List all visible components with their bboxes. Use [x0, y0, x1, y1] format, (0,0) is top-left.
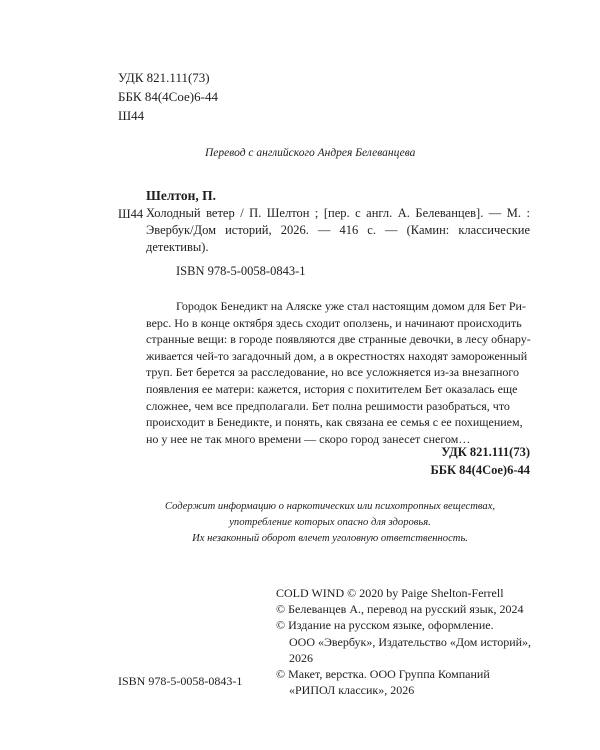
udk-code: УДК 821.111(73) — [118, 70, 210, 85]
copyright-line: © Издание на русском языке, оформление. — [276, 618, 494, 633]
udk-code-bottom: УДК 821.111(73) — [441, 445, 530, 459]
classification-codes-bottom — [430, 443, 530, 479]
classification-codes — [118, 68, 218, 125]
bib-isbn: ISBN 978-5-0058-0843-1 — [176, 264, 306, 278]
copyright-block — [276, 585, 531, 698]
abstract-line: сложнее, чем все предполагали. Бет полна решимости разобраться, что — [146, 398, 510, 413]
copyright-line: COLD WIND © 2020 by Paige Shelton-Ferrell — [276, 586, 504, 600]
abstract-line: верс. Но в конце октября здесь сходит оползень, и начинают происходить — [146, 315, 522, 330]
abstract-line: живается чей-то загадочный дом, а в окрестностях находят замороженный — [146, 348, 528, 363]
abstract-line: происходит в Бенедикте, и понять, как связана ее семья с ее похищением, — [146, 415, 523, 430]
copyright-line: ООО «Эвербук», Издательство «Дом историй», — [289, 634, 532, 649]
warning-line: употребление которых опасно для здоровья. — [229, 517, 431, 528]
bbk-code: ББК 84(4Сое)6-44 — [118, 89, 218, 104]
abstract-line: Городок Бенедикт на Аляске уже стал настоящим домом для Бет Ри- — [176, 299, 526, 313]
author-sign: Ш44 — [118, 108, 145, 123]
bib-description: Холодный ветер / П. Шелтон ; [пер. с англ. А. Белеванцев]. — М. : Эвербук/Дом историй, 2026. — 416 с. — (Камин: классические детективы). — [146, 206, 530, 254]
isbn-bottom: ISBN 978-5-0058-0843-1 — [118, 674, 243, 688]
copyright-line: «РИПОЛ классик», 2026 — [289, 683, 415, 698]
copyright-line: © Макет, верстка. ООО Группа Компаний — [276, 667, 490, 682]
abstract-line: появления ее матери: кажется, история с похитителем Бет оказалась еще — [146, 381, 518, 396]
bbk-code-bottom: ББК 84(4Сое)6-44 — [430, 463, 530, 477]
abstract — [146, 298, 530, 447]
warning-line: Содержит информацию о наркотических или психотропных веществах, — [164, 501, 496, 512]
bib-author-sign: Ш44 — [118, 207, 144, 221]
abstract-line: но у нее не так много времени — скоро город занесет снегом… — [146, 431, 471, 446]
copyright-line: © Белеванцев А., перевод на русский язык, 2024 — [276, 602, 524, 617]
drug-warning — [130, 499, 530, 547]
warning-line: Их незаконный оборот влечет уголовную ответственность. — [192, 533, 468, 544]
bib-author: Шелтон, П. — [146, 188, 216, 203]
abstract-line: странные вещи: в городе появляются две странные девочки, в лесу обнару- — [146, 332, 531, 347]
abstract-line: труп. Бет берется за расследование, но все усложняется из-за внезапного — [146, 365, 520, 380]
translation-note: Перевод с английского Андрея Белеванцева — [205, 147, 416, 159]
copyright-line: 2026 — [289, 650, 313, 665]
